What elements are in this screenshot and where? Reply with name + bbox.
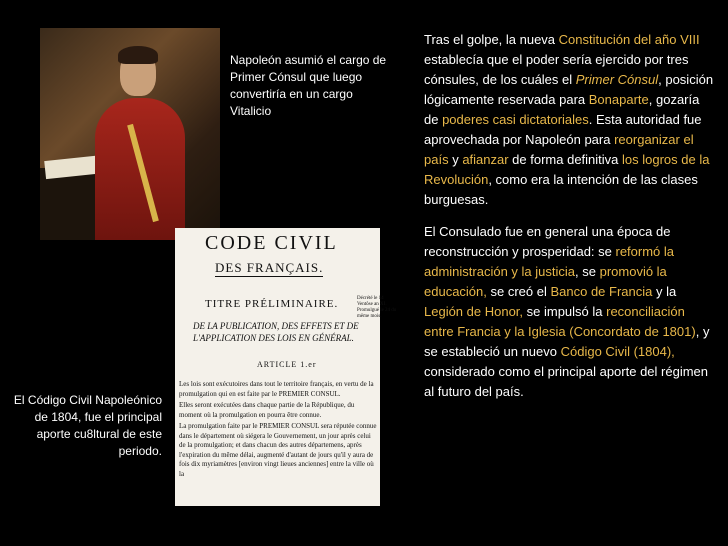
highlight-text: reconciliación entre Francia y la Iglesia (Concordato de 1801) xyxy=(424,304,696,339)
highlight-text: Constitución del año VIII xyxy=(558,32,700,47)
text-run: , y se estableció un nuevo xyxy=(424,324,710,359)
paragraph-consulado xyxy=(424,222,714,402)
portrait-hair xyxy=(118,46,158,64)
napoleon-portrait xyxy=(40,28,220,240)
text-run: y xyxy=(448,152,463,167)
text-run: , se xyxy=(575,264,600,279)
paragraph-constitution xyxy=(424,30,714,210)
document-paragraph: La promulgation faite par le PREMIER CONSUL sera réputée connue dans le département où siégera le Gouvernement, un jour après celui de la promulgation; et dans chacun des autres départemens, après l'expiration du même délai, augmenté d'autant de jours qu'il y aura de fois dix myriamètres [environ vingt lieues anciennes] entre la ville où la xyxy=(179,422,377,478)
document-publication-heading: DE LA PUBLICATION, DES EFFETS ET DE L'APPLICATION DES LOIS EN GÉNÉRAL. xyxy=(193,321,359,343)
text-run: Tras el golpe, la nueva xyxy=(424,32,559,47)
text-run: , gozaría de xyxy=(424,92,700,127)
highlight-text: poderes casi dictatoriales xyxy=(442,112,589,127)
highlight-text: Bonaparte xyxy=(588,92,649,107)
highlight-text: Banco de Francia xyxy=(550,284,653,299)
highlight-text: Código Civil (1804), xyxy=(560,344,675,359)
portrait-caption: Napoleón asumió el cargo de Primer Cónsul que luego convertiría en un cargo Vitalicio xyxy=(230,53,387,118)
code-civil-document xyxy=(175,228,397,506)
text-run: y la xyxy=(652,284,677,299)
text-run: , posición lógicamente reservada para xyxy=(424,72,714,107)
highlight-text: promovió la educación, xyxy=(424,264,667,299)
highlight-text: afianzar xyxy=(462,152,509,167)
highlight-text: Legión de Honor, xyxy=(424,304,524,319)
highlight-text: reorganizar el país xyxy=(424,132,694,167)
document-article-heading: ARTICLE 1.er xyxy=(257,360,317,369)
document-caption: El Código Civil Napoleónico de 1804, fue el principal aporte cu8ltural de este periodo. xyxy=(13,393,162,458)
text-run: se impulsó la xyxy=(523,304,607,319)
main-text xyxy=(424,30,714,414)
document-subtitle: DES FRANÇAIS. xyxy=(215,260,324,275)
highlight-text: los logros de la Revolución xyxy=(424,152,710,187)
text-run: de forma definitiva xyxy=(508,152,623,167)
text-run: se creó el xyxy=(486,284,551,299)
document-titre: TITRE PRÉLIMINAIRE. xyxy=(205,298,339,310)
document-title: CODE CIVIL xyxy=(205,232,338,254)
text-run: establecía que el poder sería ejercido por tres cónsules, de los cuáles el xyxy=(424,52,689,87)
highlight-text: Primer Cónsul xyxy=(575,72,659,87)
document-note: Décrété le 14 Ventôse an XI. Promulgué le 24 du même mois. xyxy=(357,296,397,319)
text-run: El Consulado fue en general una época de reconstrucción y prosperidad: se xyxy=(424,224,671,259)
text-run: considerado como el principal aporte del régimen al futuro del país. xyxy=(424,364,708,399)
document-paragraph: Elles seront exécutées dans chaque partie de la République, du moment où la promulgation en pourra être connue. xyxy=(179,401,355,419)
highlight-text: reformó la administración y la justicia xyxy=(424,244,675,279)
text-run: , como era la intención de las clases burguesas. xyxy=(424,172,698,207)
document-body xyxy=(179,380,377,481)
document-paragraph: Les lois sont exécutoires dans tout le territoire français, en vertu de la promulgation qui en est faite par le PREMIER CONSUL. xyxy=(179,380,374,398)
text-run: . Esta autoridad fue aprovechada por Napoleón para xyxy=(424,112,702,147)
